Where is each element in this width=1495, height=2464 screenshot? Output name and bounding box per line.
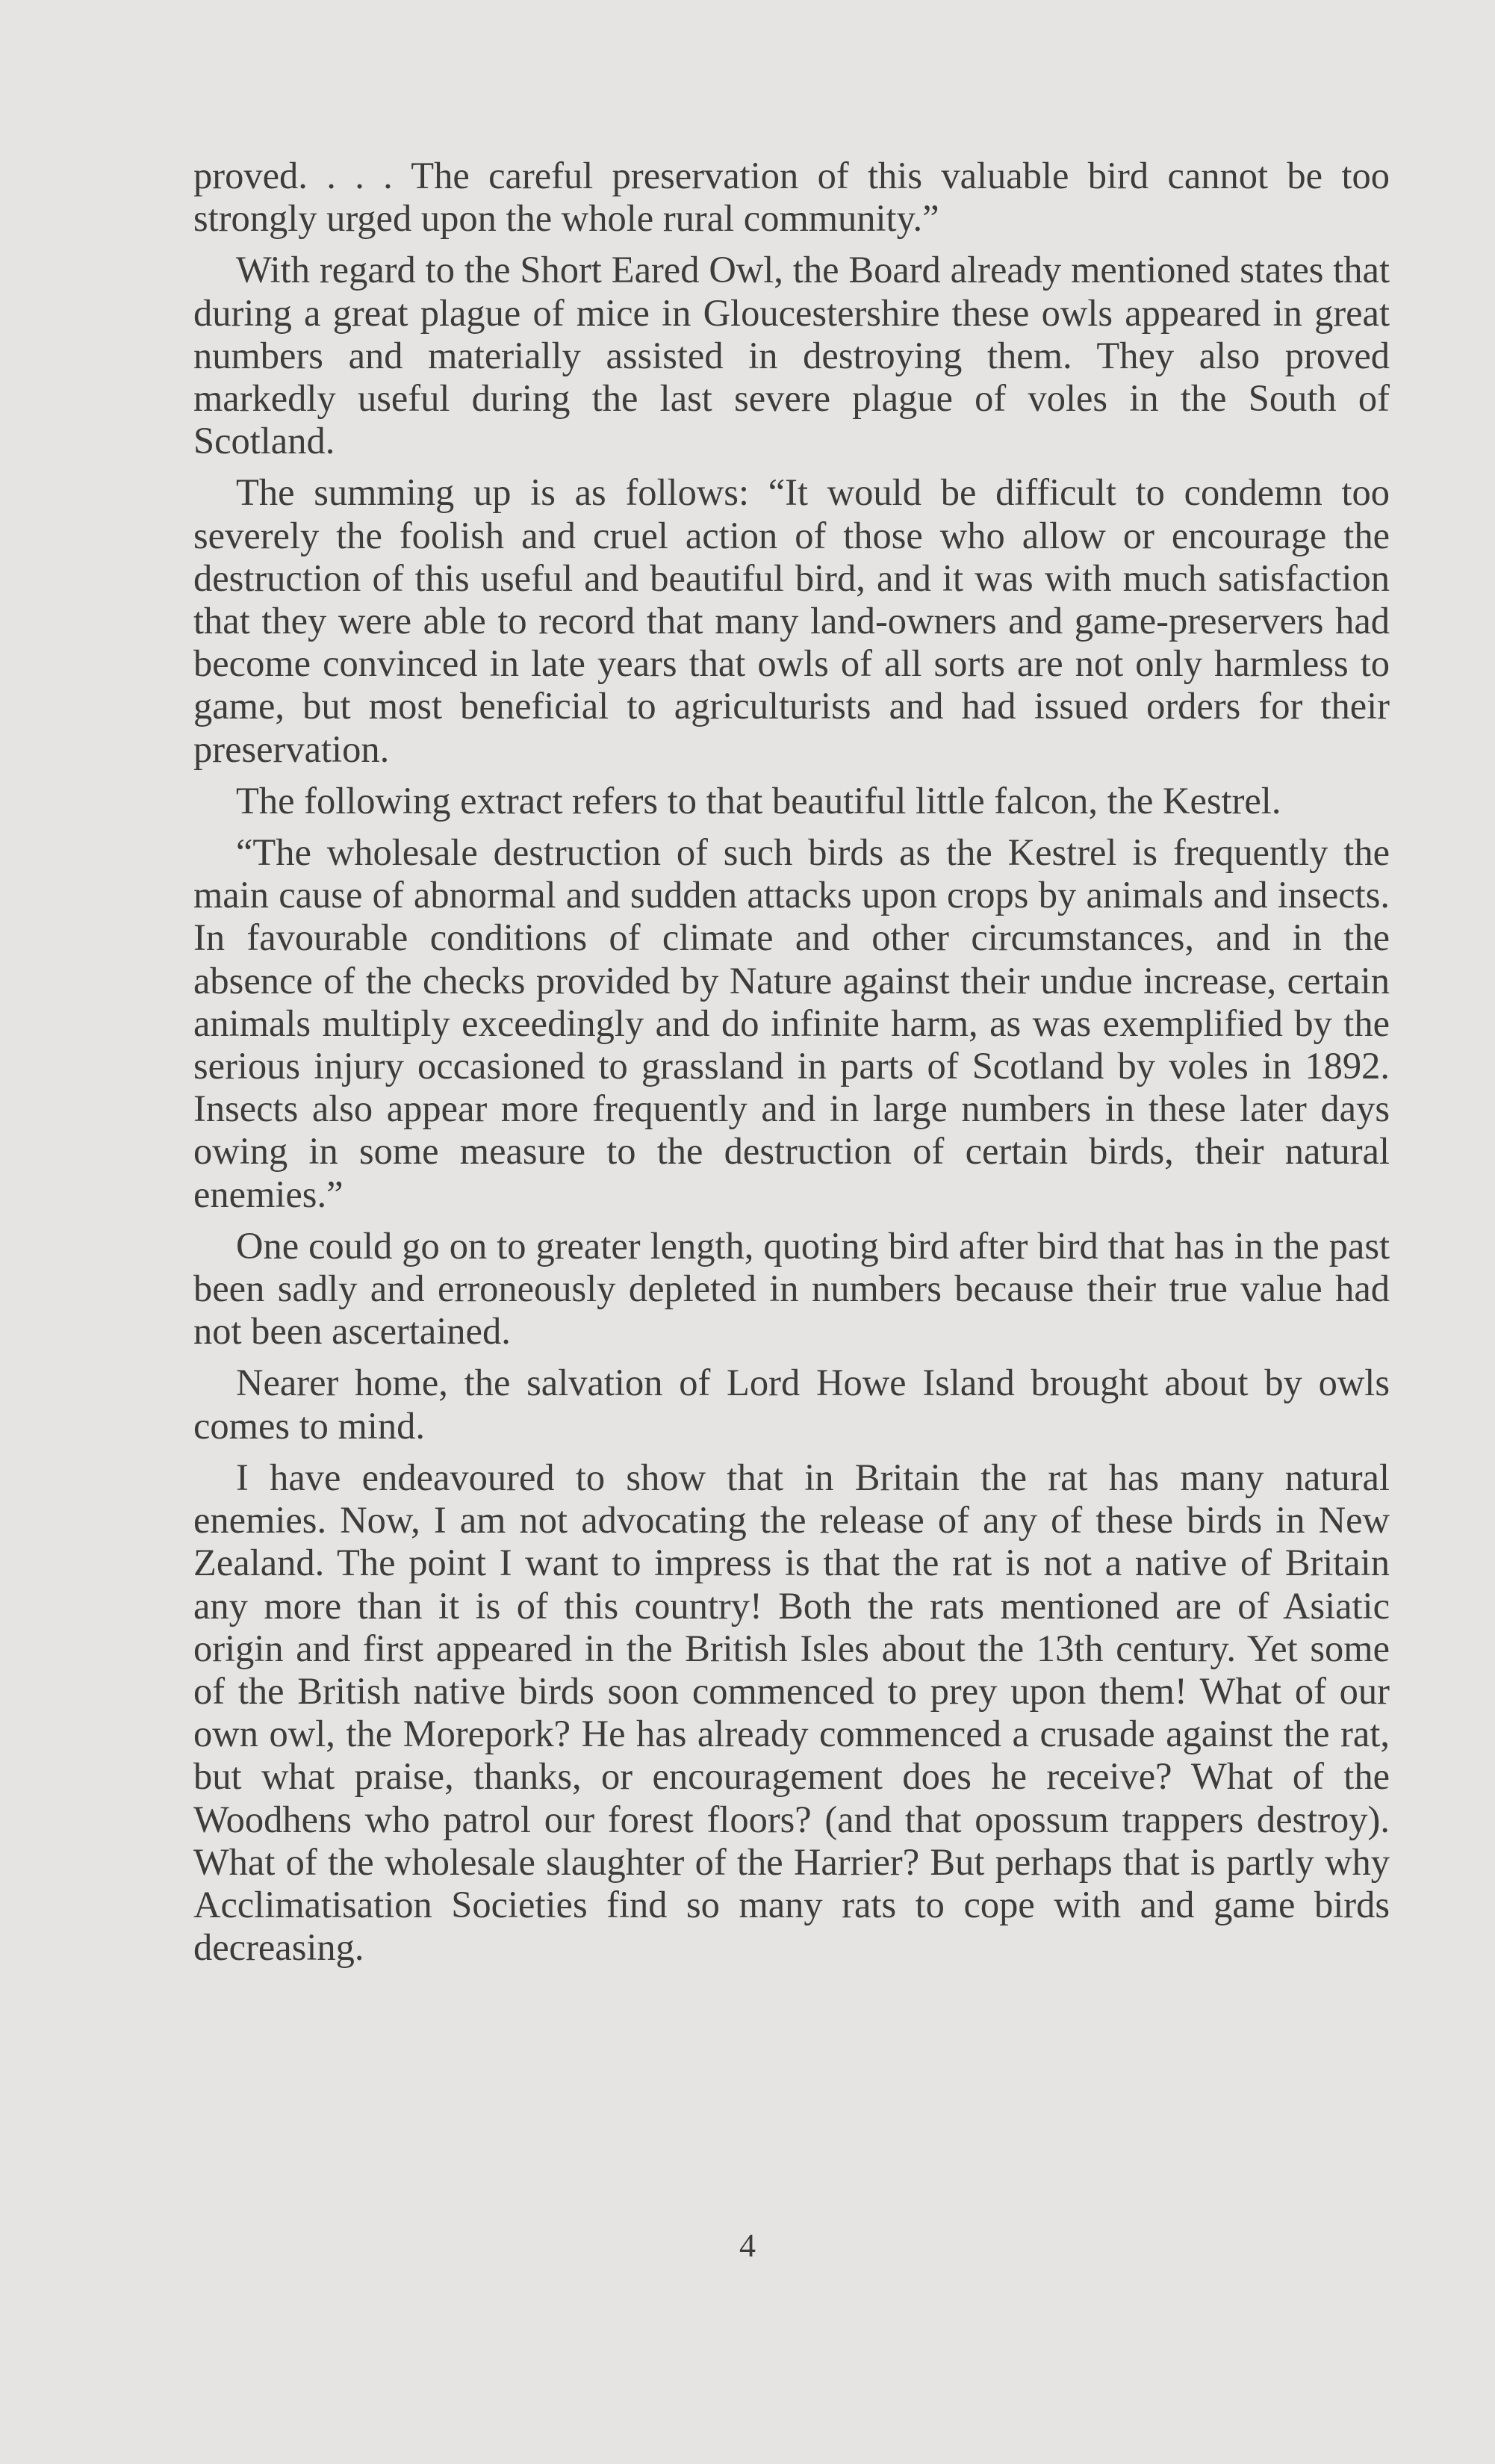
paragraph-1: proved. . . . The careful preservation of this valuable bird cannot be too strongly urged upon the whole rural community.”: [193, 155, 1390, 240]
text-column: [193, 155, 1390, 1978]
page-number: 4: [739, 2227, 756, 2264]
paragraph-7: Nearer home, the salvation of Lord Howe Island brought about by owls comes to mind.: [193, 1362, 1390, 1447]
paragraph-3: The summing up is as follows: “It would be difficult to condemn too severely the foolish and cruel action of those who allow or encourage the destruction of this useful and beautiful bird, and it was with much satisfaction that they were able to record that many land-owners and game-preservers had become convinced in late years that owls of all sorts are not only harmless to game, but most beneficial to agriculturists and had issued orders for their preservation.: [193, 471, 1390, 770]
paragraph-4: The following extract refers to that beautiful little falcon, the Kestrel.: [236, 779, 1281, 822]
paragraph-2: With regard to the Short Eared Owl, the Board already mentioned states that during a great plague of mice in Gloucestershire these owls appeared in great numbers and materially assisted in destroying them. They also proved markedly useful during the last severe plague of voles in the South of Scotland.: [193, 249, 1390, 462]
paragraph-6: One could go on to greater length, quoting bird after bird that has in the past been sadly and erroneously depleted in numbers because their true value had not been ascertained.: [193, 1224, 1390, 1353]
paragraph-5: “The wholesale destruction of such birds as the Kestrel is frequently the main cause of abnormal and sudden attacks upon crops by animals and insects. In favourable conditions of climate and other circumstances, and in the absence of the checks provided by Nature against their undue increase, certain animals multiply exceedingly and do infinite harm, as was exemplified by the serious injury occasioned to grassland in parts of Scotland by voles in 1892. Insects also appear more frequently and in large numbers in these later days owing in some measure to the destruction of certain birds, their natural enemies.”: [193, 831, 1390, 1215]
paragraph-8: I have endeavoured to show that in Britain the rat has many natural enemies. Now, I am not advocating the release of any of these birds in New Zealand. The point I want to impress is that the rat is not a native of Britain any more than it is of this country! Both the rats mentioned are of Asiatic origin and first appeared in the British Isles about the 13th century. Yet some of the British native birds soon commenced to prey upon them! What of our own owl, the Morepork? He has already commenced a crusade against the rat, but what praise, thanks, or encouragement does he receive? What of the Woodhens who patrol our forest floors? (and that opossum trappers destroy). What of the wholesale slaughter of the Harrier? But perhaps that is partly why Acclimatisation Societies find so many rats to cope with and game birds decreasing.: [193, 1456, 1390, 1969]
